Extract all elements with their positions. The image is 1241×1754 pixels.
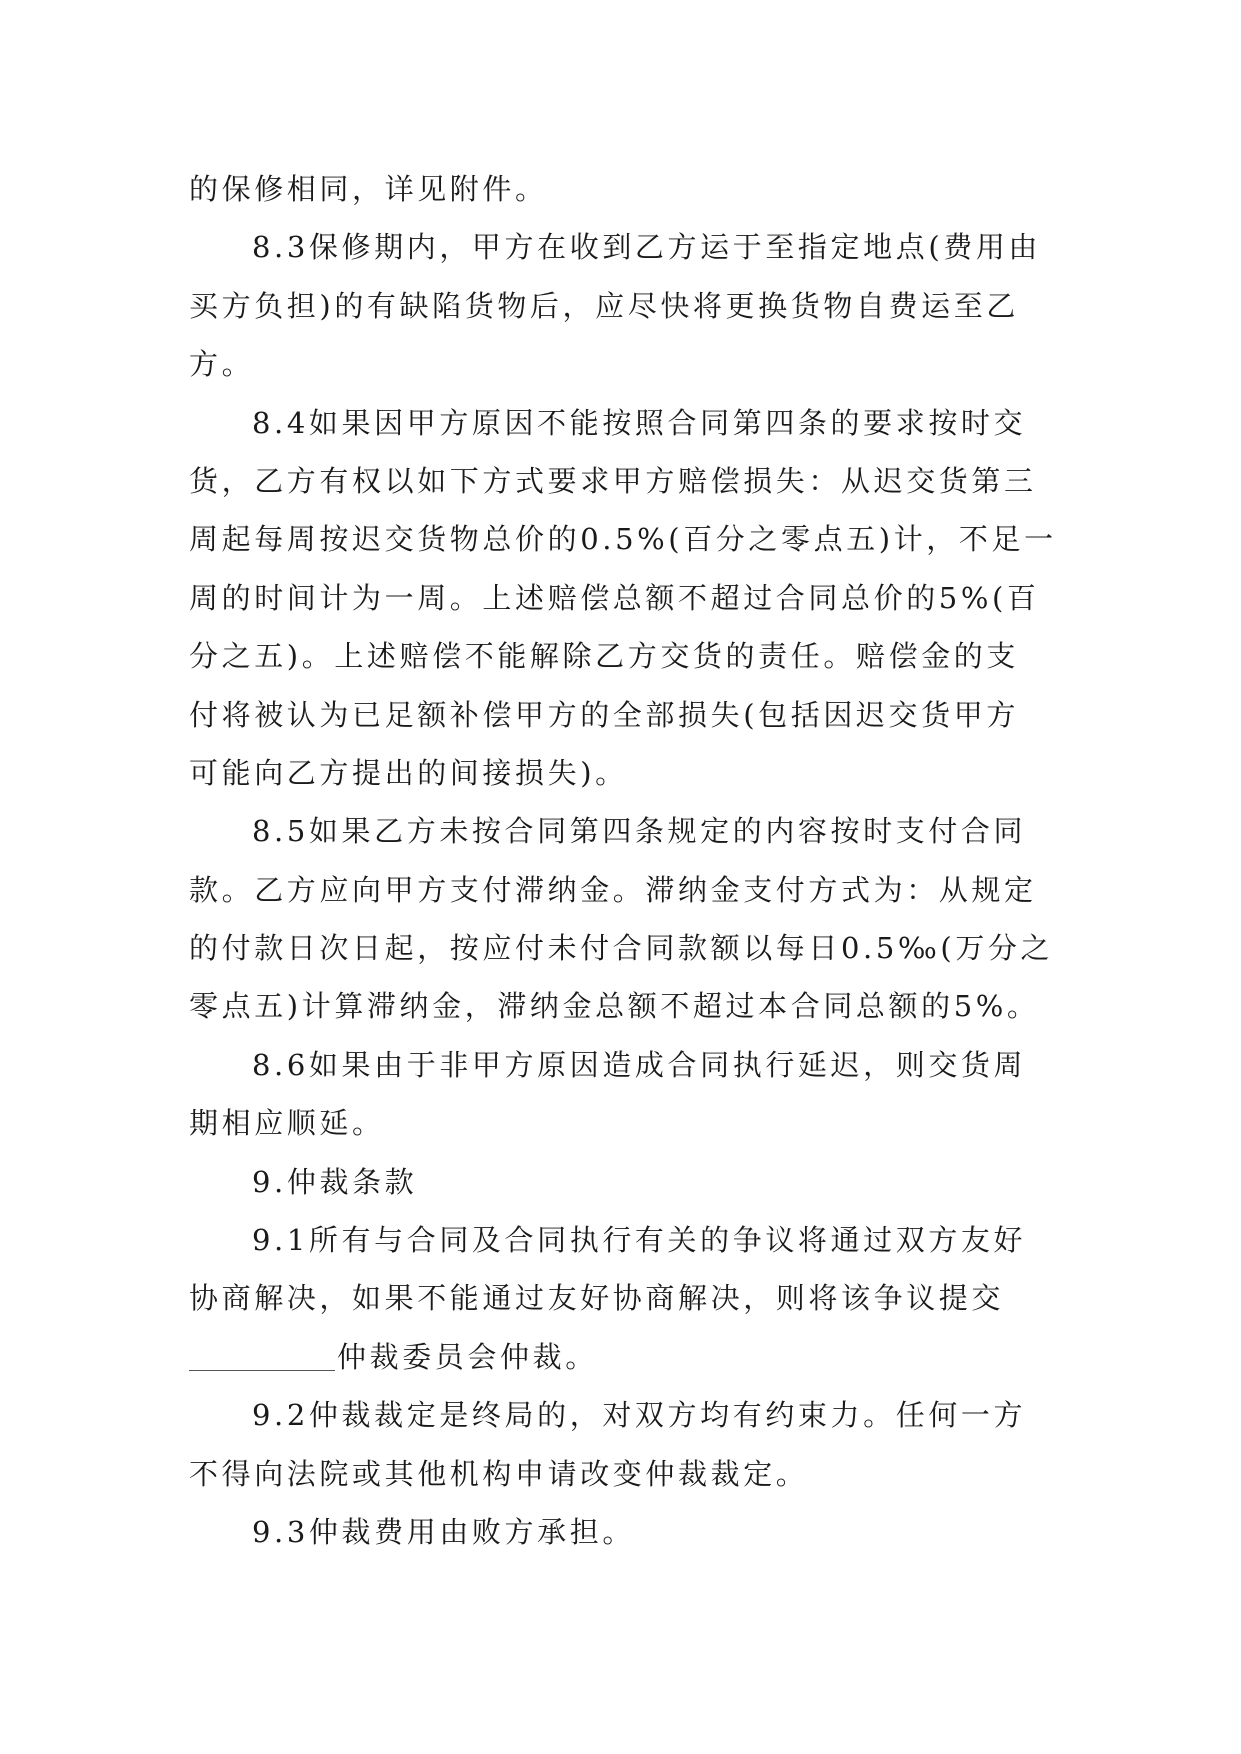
clause-9-2-line-1: 9.2仲裁裁定是终局的，对双方均有约束力。任何一方 [252, 1398, 1027, 1433]
clause-8-3-line-1: 8.3保修期内，甲方在收到乙方运于至指定地点(费用由 [252, 230, 1042, 265]
clause-9-1-line-1: 9.1所有与合同及合同执行有关的争议将通过双方友好 [252, 1223, 1027, 1258]
text-line: 零点五)计算滞纳金，滞纳金总额不超过本合同总额的5%。 [189, 989, 1040, 1024]
text-line: 期相应顺延。 [189, 1106, 385, 1141]
text-line: 不得向法院或其他机构申请改变仲裁裁定。 [189, 1456, 809, 1491]
section-9-heading: 9.仲裁条款 [252, 1164, 418, 1199]
text-line: 货，乙方有权以如下方式要求甲方赔偿损失：从迟交货第三 [189, 463, 1037, 498]
document-body [189, 160, 1057, 1561]
text-line: 的保修相同，详见附件。 [189, 172, 548, 206]
text-line: 周起每周按迟交货物总价的0.5%(百分之零点五)计，不足一 [189, 522, 1057, 557]
text-line: 买方负担)的有缺陷货物后，应尽快将更换货物自费运至乙 [189, 288, 1019, 323]
text-line: 分之五)。上述赔偿不能解除乙方交货的责任。赔偿金的支 [189, 639, 1019, 674]
text-line: 方。 [189, 347, 255, 382]
clause-8-6-line-1: 8.6如果由于非甲方原因造成合同执行延迟，则交货周 [252, 1047, 1027, 1082]
text-line: 协商解决，如果不能通过友好协商解决，则将该争议提交 [189, 1281, 1005, 1316]
text-line: 付将被认为已足额补偿甲方的全部损失(包括因迟交货甲方 [189, 697, 1019, 732]
text-line: 款。乙方应向甲方支付滞纳金。滞纳金支付方式为：从规定 [189, 872, 1037, 907]
text-line: 仲裁委员会仲裁。 [337, 1339, 598, 1374]
text-line: 周的时间计为一周。上述赔偿总额不超过合同总价的5%(百 [189, 580, 1040, 615]
clause-8-5-line-1: 8.5如果乙方未按合同第四条规定的内容按时支付合同 [252, 814, 1027, 849]
clause-9-3-line-1: 9.3仲裁费用由败方承担。 [252, 1514, 635, 1549]
text-line: 可能向乙方提出的间接损失)。 [189, 755, 628, 790]
clause-8-4-line-1: 8.4如果因甲方原因不能按照合同第四条的要求按时交 [252, 405, 1027, 440]
arbitration-commission-line [189, 1328, 1049, 1386]
fill-in-blank [189, 1369, 335, 1371]
text-line: 的付款日次日起，按应付未付合同款额以每日0.5‰(万分之 [189, 931, 1054, 966]
